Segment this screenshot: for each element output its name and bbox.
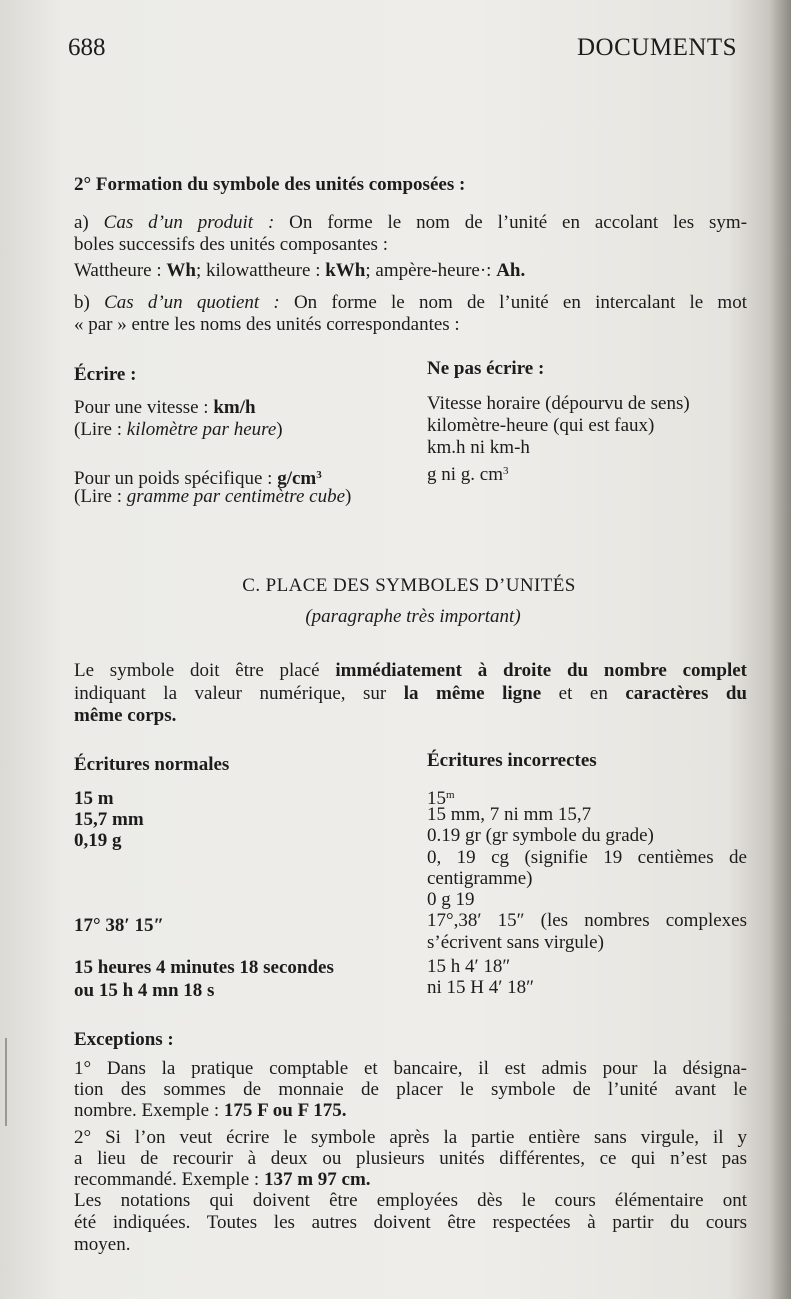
normales-row-1: 15 m (74, 788, 114, 809)
ecrire-vitesse: Pour une vitesse : km/h (74, 397, 256, 418)
exceptions-heading: Exceptions : (74, 1029, 174, 1050)
ne-pas-line-3: km.h ni km-h (427, 437, 530, 458)
exception-2-line-1: 2° Si l’on veut écrire le symbole après la partie entière sans virgule, il y (74, 1127, 747, 1148)
normales-row-4: 17° 38′ 15″ (74, 915, 164, 936)
paragraph-b-line-1: b) Cas d’un quotient : On forme le nom de l’unité en intercalant le mot (74, 292, 747, 313)
ne-pas-line-4: g ni g. $cm^3$ (427, 464, 509, 485)
section-c-subtitle: (paragraphe très important) (305, 606, 521, 627)
incorrectes-row-7: 15 h 4′ 18″ (427, 956, 511, 977)
incorrectes-row-6a: 17°,38′ 15″ (les nombres complexes (427, 910, 747, 931)
exception-2-line-2: a lieu de recourir à deux ou plusieurs unités différentes, ce qui n’est pas (74, 1148, 747, 1169)
section-c-para-line-1: Le symbole doit être placé immédiatement à droite du nombre complet (74, 660, 747, 681)
section-heading: 2° Formation du symbole des unités composées : (74, 174, 466, 195)
note-line-1: Les notations qui doivent être employées dès le cours élémentaire ont (74, 1190, 747, 1211)
incorrectes-row-4b: centigramme) (427, 868, 533, 889)
normales-row-2: 15,7 mm (74, 809, 144, 830)
exception-1-line-3: nombre. Exemple : 175 F ou F 175. (74, 1100, 347, 1121)
margin-mark (5, 1038, 7, 1126)
exception-1-line-1: 1° Dans la pratique comptable et bancaire, il est admis pour la désigna- (74, 1058, 747, 1079)
incorrectes-row-4a: 0, 19 cg (signifie 19 centièmes de (427, 847, 747, 868)
normales-row-3: 0,19 g (74, 830, 122, 851)
incorrectes-row-6b: s’écrivent sans virgule) (427, 932, 604, 953)
normales-heading: Écritures normales (74, 754, 230, 775)
incorrectes-row-5: 0 g 19 (427, 889, 475, 910)
ecrire-lire-1: (Lire : kilomètre par heure) (74, 419, 283, 440)
paragraph-a-line-1: a) Cas d’un produit : On forme le nom de l’unité en accolant les sym- (74, 212, 748, 233)
ne-pas-ecrire-heading: Ne pas écrire : (427, 358, 545, 379)
section-c-para-line-3: même corps. (74, 705, 177, 726)
incorrectes-row-1: 15$^m$ (427, 788, 455, 809)
normales-row-6: ou 15 h 4 mn 18 s (74, 980, 215, 1001)
examples-line: Wattheure : Wh; kilowattheure : kWh; ampère-heure·: Ah. (74, 260, 526, 281)
note-line-2: été indiquées. Toutes les autres doivent être respectées à partir du cours (74, 1212, 747, 1233)
incorrectes-row-8: ni 15 H 4′ 18″ (427, 977, 535, 998)
exception-2-line-3: recommandé. Exemple : 137 m 97 cm. (74, 1169, 371, 1190)
section-c-para-line-2: indiquant la valeur numérique, sur la même ligne et en caractères du (74, 683, 747, 704)
ecrire-lire-2: (Lire : gramme par centimètre cube) (74, 486, 352, 507)
page-number: 688 (68, 34, 106, 61)
incorrectes-heading: Écritures incorrectes (427, 750, 597, 771)
book-binding-shadow (769, 0, 791, 1299)
paragraph-a-line-2: boles successifs des unités composantes : (74, 234, 388, 255)
ecrire-heading: Écrire : (74, 364, 137, 385)
note-line-3: moyen. (74, 1234, 131, 1255)
ne-pas-line-1: Vitesse horaire (dépourvu de sens) (427, 393, 690, 414)
running-title: DOCUMENTS (577, 34, 738, 61)
section-c-title: C. PLACE DES SYMBOLES D’UNITÉS (242, 575, 576, 596)
incorrectes-row-2: 15 mm, 7 ni mm 15,7 (427, 804, 592, 825)
exception-1-line-2: tion des sommes de monnaie de placer le symbole de l’unité avant le (74, 1079, 747, 1100)
paragraph-b-line-2: « par » entre les noms des unités correspondantes : (74, 314, 460, 335)
ne-pas-line-2: kilomètre-heure (qui est faux) (427, 415, 655, 436)
normales-row-5: 15 heures 4 minutes 18 secondes (74, 957, 334, 978)
ecrire-poids: Pour un poids spécifique : $g/cm^3$ (74, 468, 322, 489)
incorrectes-row-3: 0.19 gr (gr symbole du grade) (427, 825, 654, 846)
